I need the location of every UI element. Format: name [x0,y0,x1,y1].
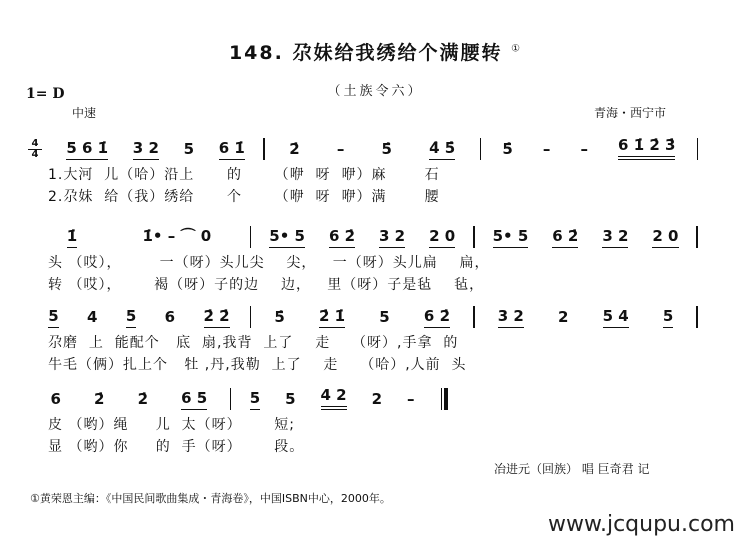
note-group: 2 0 [429,227,455,248]
staff-line [28,382,448,410]
lyric-verse-1: 头 （哎）， 一（呀）头儿尖 尖， 一（呀）头儿扁 扁， [48,255,490,271]
note-group: 2 0 [652,227,678,248]
note-group: 4 [87,308,98,326]
note-group: 2̇ 2̇ [204,307,230,328]
note-group: 5 [379,308,390,326]
lyric-verse-1: 1.大河 儿（哈）沿上 的 （咿 呀 咿）麻 石 [48,167,440,183]
measure [475,227,697,248]
note-group: 6 2̇ [424,307,450,328]
note-group: 2̇ [137,390,148,408]
note-group: 6 [50,390,61,408]
lyric-verse-2: 2.尕妹 给（我）绣给 个 （咿 呀 咿）满 腰 [48,189,440,205]
note-group: 1̇ [67,227,77,248]
note-group: 5 [48,307,58,328]
note-group: 2 [371,390,382,408]
note-group: 6 2̇ [329,227,355,248]
note-group: 4 2 [321,386,347,410]
lyric-verse-2: 显 （哟）你 的 手（呀） 段。 [48,439,305,455]
measure [28,225,250,248]
barline [696,306,698,328]
note-group: 3 2 [498,307,524,328]
note-group: – [406,390,415,408]
note-group: 5̇ [274,308,285,326]
staff-line [28,132,698,160]
measure [251,227,473,248]
lyric-verse-1: 皮 （哟）绳 儿 太（呀） 短; [48,417,296,433]
tempo-marking: 中速 [72,106,97,120]
note-group: 5 [183,140,195,158]
note-group: 6 1̇ [219,139,245,160]
note-group: 6 1̇ 2̇ 3̇ [618,136,675,160]
note-group: 3 2 [602,227,628,248]
measure [48,139,263,160]
barline [696,226,698,248]
note-group: – [580,140,588,158]
note-group: 5• 5 [493,227,529,248]
note-group: 3 2 [379,227,405,248]
lyric-verse-1: 尕磨 上 能配个 底 扇,我背 上了 走 （呀）,手拿 的 [48,335,459,351]
note-group: 6 5 [181,389,207,410]
barline [697,138,699,160]
note-group: 5• 5 [269,227,305,248]
lyric-verse-2: 转 （哎）， 褐（呀）子的边 边， 里（呀）子是毡 毡， [48,277,485,293]
note-group: 2̇ [94,390,105,408]
note-group: 5 6 1̇ [66,139,108,160]
measure [231,386,433,410]
note-group: 5 [663,307,673,328]
measure [265,139,480,160]
time-signature: 4 4 [28,139,42,160]
credit: 冶进元（回族） 唱 巨奇君 记 [494,462,650,476]
note-group: 2̇ [289,140,300,158]
measure [28,307,250,328]
measure [475,307,697,328]
note-group: 6 2̇ [552,227,578,248]
note-group: 1̇• – ⌒ 0 [142,227,212,245]
final-barline [441,388,448,410]
staff-line [28,220,698,248]
note-group: – [542,140,551,158]
lyric-verse-2: 牛毛（俩）扎上个 牡 ,丹,我勒 上了 走 （哈）,人前 头 [48,357,467,373]
note-group: 3 2 [133,139,159,160]
note-group: 5 4 [603,307,629,328]
note-group: 6 [164,308,176,326]
watermark: www.jcqupu.com [548,512,735,537]
note-group: 5̇ [381,140,392,158]
note-group: 5 [285,390,296,408]
note-group: 2̇ 1̇ [319,307,345,328]
note-group: 2 [558,308,569,326]
note-group: 5 [250,389,260,410]
key-signature: 1= D [26,86,65,102]
measure [28,389,230,410]
staff-line [28,300,698,328]
measure [251,307,473,328]
song-title: 148. 尕妹给我绣给个满腰转 ① [228,42,523,64]
note-group: 5 [126,307,136,328]
note-group: – [336,140,345,158]
note-group: 5̇ [502,140,513,158]
region: 青海・西宁市 [594,106,667,120]
footnote: ①黄荣恩主编：《中国民间歌曲集成・青海卷》，中国ISBN中心，2000年。 [30,492,391,505]
note-group: 4̇ 5̇ [429,139,455,160]
subtitle: （土族令六） [327,84,424,99]
measure [481,136,696,160]
